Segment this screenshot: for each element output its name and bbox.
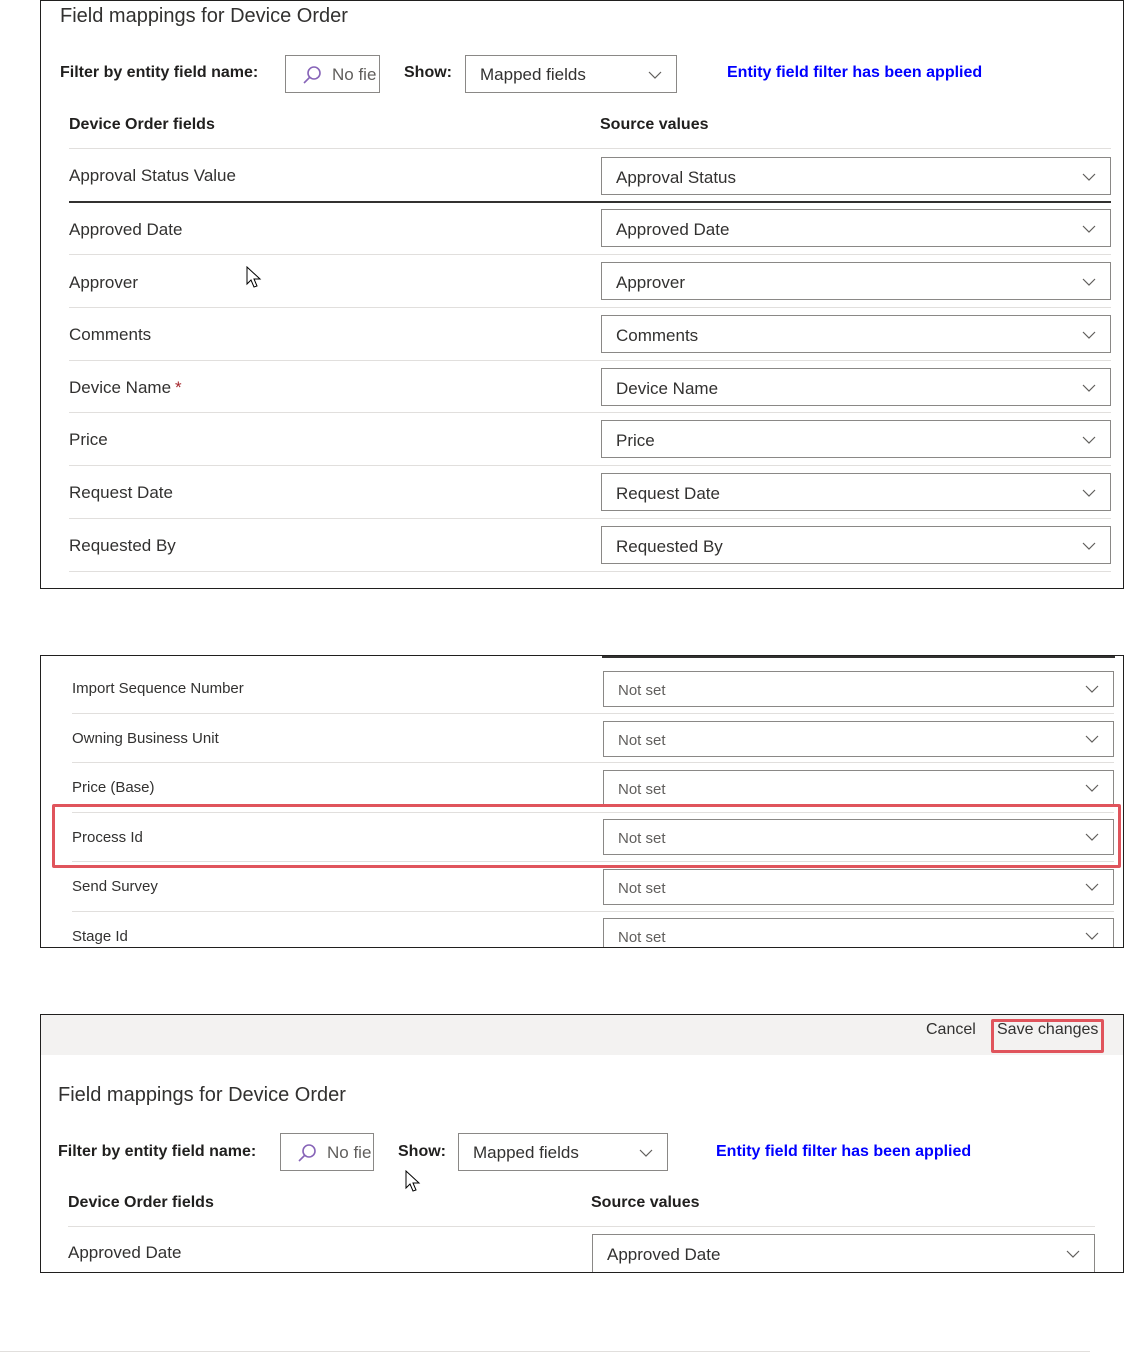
field-mappings-panel-saved: [40, 1014, 1124, 1273]
show-dropdown[interactable]: [465, 55, 677, 93]
chevron-down-icon: [1082, 489, 1096, 497]
show-label: Show:: [404, 64, 452, 81]
source-dropdown[interactable]: [603, 671, 1114, 707]
chevron-down-icon: [648, 71, 662, 79]
divider: [72, 762, 1114, 763]
chevron-down-icon: [1085, 735, 1099, 743]
source-dropdown[interactable]: [603, 918, 1114, 948]
search-placeholder: No fie: [332, 65, 377, 84]
divider: [72, 713, 1114, 714]
chevron-down-icon: [1082, 225, 1096, 233]
filter-applied-notice: Entity field filter has been applied: [716, 1143, 972, 1160]
divider: [68, 1226, 1095, 1227]
field-name: Request Date: [69, 483, 173, 502]
unmapped-fields-panel: [40, 655, 1124, 948]
chevron-down-icon: [639, 1149, 653, 1157]
field-name: Owning Business Unit: [72, 730, 219, 747]
source-value: Not set: [618, 732, 666, 749]
chevron-down-icon: [1082, 436, 1096, 444]
source-value: Not set: [618, 880, 666, 897]
source-dropdown[interactable]: [592, 1234, 1095, 1273]
cancel-button[interactable]: Cancel: [926, 1021, 976, 1038]
source-dropdown[interactable]: [601, 315, 1111, 353]
field-name: Price: [69, 430, 108, 449]
column-header-source: Source values: [600, 116, 709, 133]
source-dropdown[interactable]: [601, 473, 1111, 511]
source-dropdown[interactable]: [601, 368, 1111, 406]
divider: [0, 1351, 1090, 1352]
field-name-text: Device Name: [69, 378, 172, 397]
source-value: Approval Status: [616, 168, 737, 187]
chevron-down-icon: [1082, 173, 1096, 181]
search-icon: [302, 65, 322, 85]
field-name: Send Survey: [72, 878, 158, 895]
divider: [72, 911, 1114, 912]
source-value: Requested By: [616, 537, 723, 556]
search-icon: [297, 1143, 317, 1163]
divider: [69, 148, 1111, 149]
field-name: [69, 378, 182, 398]
divider: [69, 465, 1111, 466]
source-value: Comments: [616, 326, 699, 345]
divider: [69, 412, 1111, 413]
show-label: Show:: [398, 1143, 446, 1160]
search-input[interactable]: [285, 55, 380, 93]
field-mappings-panel: [40, 0, 1124, 589]
chevron-down-icon: [1085, 932, 1099, 940]
source-value: Price: [616, 431, 655, 450]
source-value: Not set: [618, 830, 666, 847]
source-dropdown[interactable]: [601, 262, 1111, 300]
column-header-fields: Device Order fields: [69, 116, 215, 133]
source-dropdown[interactable]: [603, 770, 1114, 806]
chevron-down-icon: [1082, 384, 1096, 392]
chevron-down-icon: [1066, 1250, 1080, 1258]
filter-label: Filter by entity field name:: [58, 1143, 257, 1160]
chevron-down-icon: [1082, 278, 1096, 286]
mouse-pointer-icon: [405, 1170, 421, 1194]
mouse-pointer-icon: [246, 266, 262, 290]
filter-label: Filter by entity field name:: [60, 64, 259, 81]
search-placeholder: No fie: [327, 1143, 372, 1162]
source-value: Request Date: [616, 484, 720, 503]
divider: [69, 518, 1111, 519]
source-dropdown[interactable]: [601, 209, 1111, 247]
source-value: Approver: [616, 273, 685, 292]
field-name: Price (Base): [72, 779, 155, 796]
field-name: Import Sequence Number: [72, 680, 244, 697]
page-title: Field mappings for Device Order: [60, 5, 348, 27]
source-dropdown[interactable]: [603, 869, 1114, 905]
chevron-down-icon: [1085, 883, 1099, 891]
field-name: Approver: [69, 273, 138, 292]
source-value: Not set: [618, 781, 666, 798]
field-name: Comments: [69, 325, 152, 344]
divider: [69, 571, 1111, 572]
show-dropdown-value: Mapped fields: [473, 1143, 579, 1162]
source-dropdown[interactable]: [603, 721, 1114, 757]
save-changes-button[interactable]: Save changes: [997, 1021, 1099, 1038]
source-dropdown[interactable]: [601, 526, 1111, 564]
search-input[interactable]: [280, 1133, 374, 1171]
source-dropdown[interactable]: [601, 157, 1111, 195]
source-value: Not set: [618, 929, 666, 946]
field-name: Requested By: [69, 536, 176, 555]
chevron-down-icon: [1085, 784, 1099, 792]
field-name: Approval Status Value: [69, 166, 236, 185]
chevron-down-icon: [1082, 542, 1096, 550]
filter-applied-notice: Entity field filter has been applied: [727, 64, 983, 81]
chevron-down-icon: [1085, 685, 1099, 693]
show-dropdown-value: Mapped fields: [480, 65, 586, 84]
source-value: Approved Date: [607, 1245, 721, 1264]
source-value: Approved Date: [616, 220, 730, 239]
divider: [602, 656, 1115, 658]
divider: [69, 307, 1111, 308]
show-dropdown[interactable]: [458, 1133, 668, 1171]
field-name: Stage Id: [72, 928, 128, 945]
chevron-down-icon: [1082, 331, 1096, 339]
field-name: Process Id: [72, 829, 143, 846]
field-name: Approved Date: [68, 1243, 182, 1262]
highlight-box: [991, 1019, 1104, 1053]
source-value: Not set: [618, 682, 666, 699]
highlight-box: [52, 804, 1121, 868]
field-name: Approved Date: [69, 220, 183, 239]
divider: [69, 360, 1111, 361]
page-title: Field mappings for Device Order: [58, 1084, 346, 1106]
required-indicator: *: [175, 378, 182, 397]
divider: [69, 254, 1111, 255]
source-dropdown[interactable]: [601, 420, 1111, 458]
divider: [69, 201, 1111, 203]
column-header-source: Source values: [591, 1194, 700, 1211]
column-header-fields: Device Order fields: [68, 1194, 214, 1211]
source-value: Device Name: [616, 379, 719, 398]
